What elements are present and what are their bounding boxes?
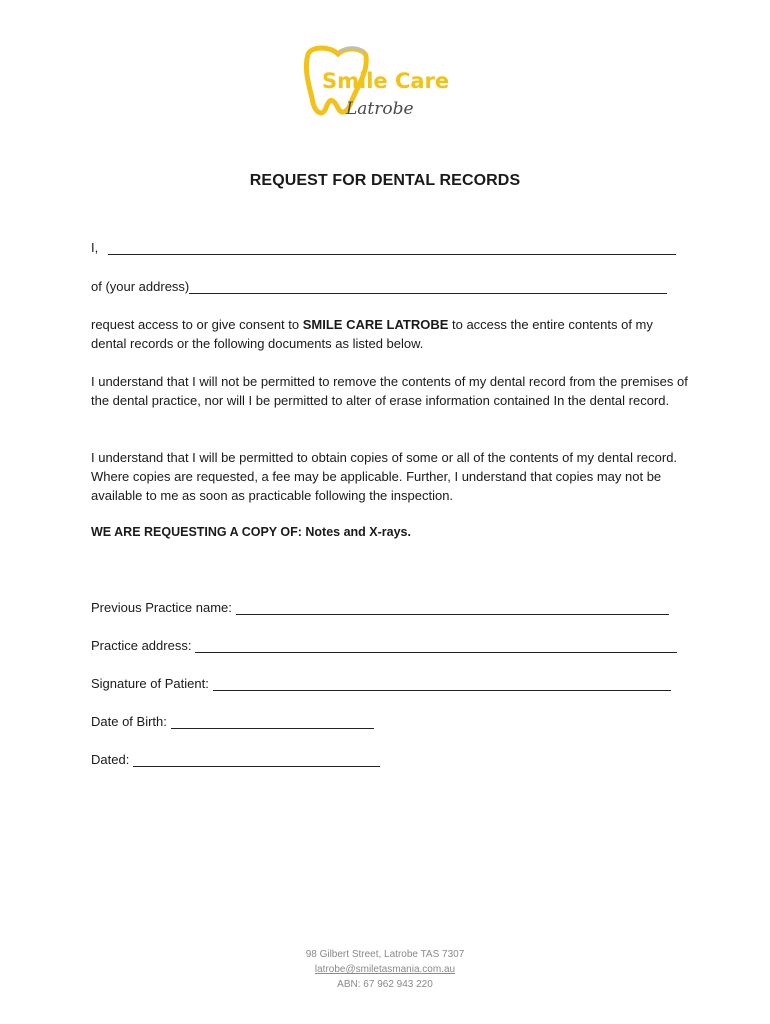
previous-practice-label: Previous Practice name: (91, 600, 232, 615)
dated-input-line[interactable] (133, 752, 380, 767)
address-label: of (your address) (91, 279, 190, 294)
name-input-line[interactable] (108, 240, 676, 255)
footer-abn: ABN: 67 962 943 220 (337, 979, 433, 990)
logo-primary-text: Smile Care (322, 69, 450, 93)
previous-practice-row (91, 600, 669, 615)
footer-email-link[interactable]: latrobe@smiletasmania.com.au (314, 964, 456, 975)
practice-name-bold: SMILE CARE LATROBE (302, 317, 449, 332)
copies-paragraph: I understand that I will be permitted to obtain copies of some or all of the contents of my dental record. Where copies are requested, a fee may be applicable. Further, I understand that copies may not be available to me as soon as practicable following the inspection. (91, 450, 678, 503)
logo-secondary-text: Latrobe (346, 99, 414, 119)
dob-input-line[interactable] (171, 714, 374, 729)
signature-input-line[interactable] (213, 676, 671, 691)
dob-label: Date of Birth: (91, 714, 167, 729)
name-label: I, (91, 240, 99, 255)
address-row (91, 279, 667, 294)
form-title: REQUEST FOR DENTAL RECORDS (249, 172, 521, 189)
signature-label: Signature of Patient: (91, 676, 209, 691)
dated-row (91, 752, 380, 767)
smile-care-logo (294, 42, 474, 124)
practice-address-label: Practice address: (91, 638, 192, 653)
previous-practice-input-line[interactable] (236, 600, 669, 615)
address-input-line[interactable] (189, 279, 667, 294)
request-line: WE ARE REQUESTING A COPY OF: Notes and X-rays. (91, 525, 411, 539)
consent-paragraph: request access to or give consent to SMILE CARE LATROBE to access the entire contents of my dental records or the following documents as listed below. (91, 317, 653, 351)
practice-address-row (91, 638, 677, 653)
footer-address: 98 Gilbert Street, Latrobe TAS 7307 (305, 949, 465, 960)
removal-paragraph: I understand that I will not be permitted to remove the contents of my dental record from the premises of the dental practice, nor will I be permitted to alter of erase information contained In the dental record. (91, 374, 688, 408)
practice-address-input-line[interactable] (195, 638, 677, 653)
dob-row (91, 714, 374, 729)
signature-row (91, 676, 671, 691)
name-row (91, 240, 676, 255)
dated-label: Dated: (91, 752, 130, 767)
footer (0, 947, 770, 992)
